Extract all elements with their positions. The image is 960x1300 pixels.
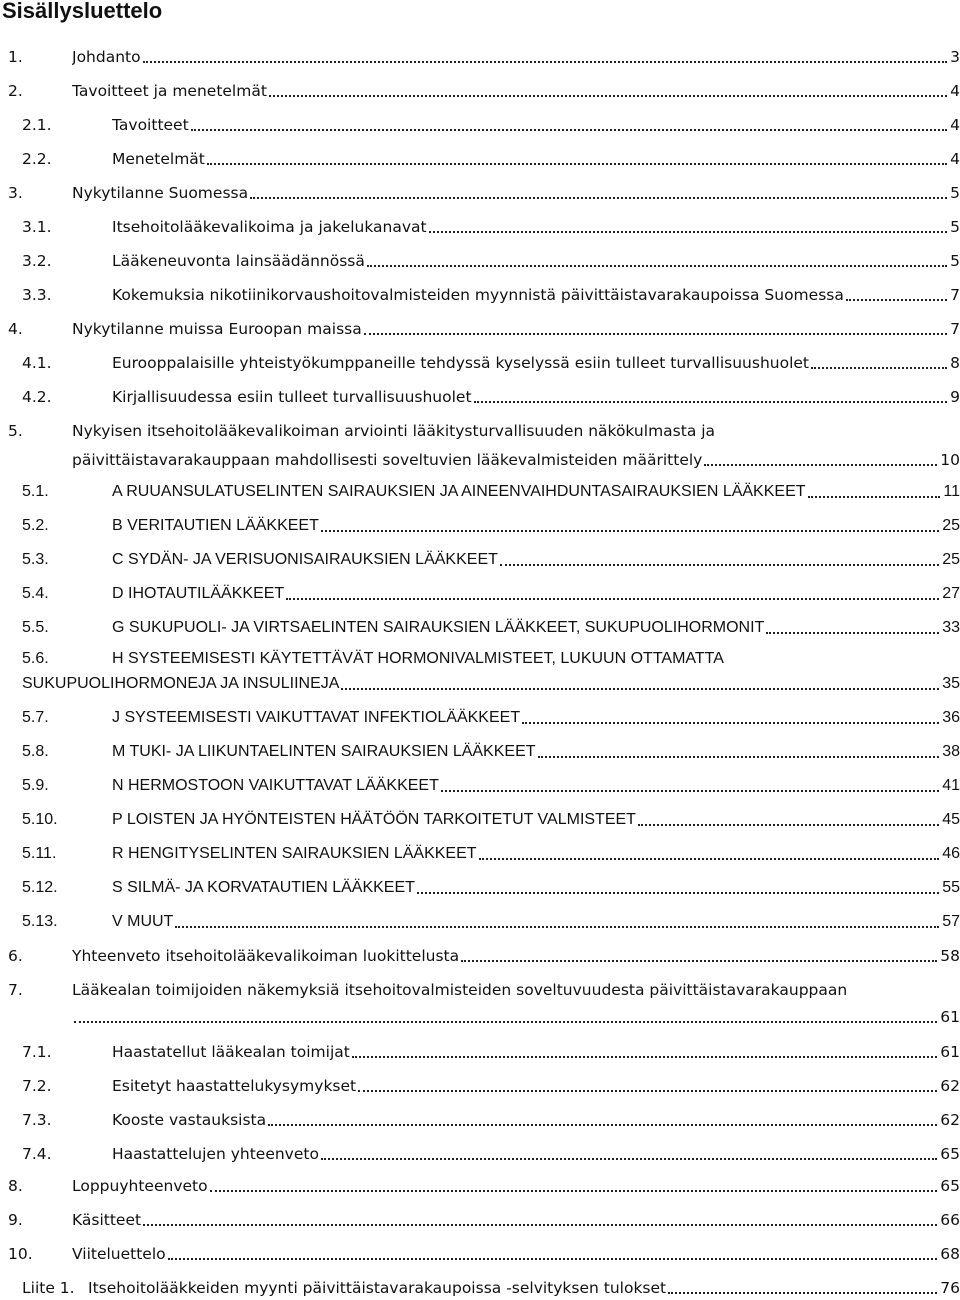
toc-entry[interactable] [0, 910, 960, 934]
toc-entry-continuation[interactable] [0, 1005, 960, 1029]
toc-entry-title: päivittäistavarakauppaan mahdollisesti soveltuvien lääkevalmisteiden määrittely [72, 451, 703, 469]
toc-entry-number: 2. [8, 82, 23, 100]
toc-entry-page: 57 [942, 913, 960, 930]
toc-entry-title: Yhteenveto itsehoitolääkevalikoiman luokittelusta [72, 947, 460, 965]
toc-entry-number: Liite 1. [22, 1279, 75, 1297]
toc-entry-title: Lääkeneuvonta lainsäädännössä [112, 252, 365, 270]
toc-entry-title: SUKUPUOLIHORMONEJA JA INSULIINEJA [22, 675, 340, 692]
toc-entry[interactable] [0, 480, 960, 504]
dot-leader [364, 317, 947, 341]
toc-entry[interactable] [0, 706, 960, 730]
toc-entry-title: Loppuyhteenveto [72, 1177, 208, 1195]
toc-entry[interactable] [0, 774, 960, 798]
toc-entry-title: Esitetyt haastattelukysymykset [112, 1077, 357, 1095]
dot-leader [811, 351, 947, 375]
toc-entry[interactable] [0, 147, 960, 171]
toc-entry-title: Haastattelujen yhteenveto [112, 1145, 319, 1163]
toc-entry[interactable] [0, 1108, 960, 1132]
dot-leader [168, 1242, 938, 1266]
toc-entry-number: 5.4. [22, 585, 49, 602]
dot-leader [638, 808, 939, 832]
toc-entry[interactable] [0, 876, 960, 900]
toc-entry[interactable] [0, 1040, 960, 1064]
toc-entry-number: 7.1. [22, 1043, 52, 1061]
toc-entry-number: 8. [8, 1177, 23, 1195]
toc-entry-number: 3. [8, 184, 23, 202]
toc-entry-page: 8 [950, 354, 960, 372]
toc-entry-title: C SYDÄN- JA VERISUONISAIRAUKSIEN LÄÄKKEET [112, 551, 498, 568]
toc-entry[interactable] [0, 647, 960, 671]
dot-leader [207, 147, 947, 171]
toc-entry-title: M TUKI- JA LIIKUNTAELINTEN SAIRAUKSIEN LÄÄKKEET [112, 743, 536, 760]
dot-leader [269, 79, 947, 103]
page-title: Sisällysluettelo [2, 0, 163, 23]
toc-entry-title: Itsehoitolääkkeiden myynti päivittäistavarakaupoissa -selvityksen tulokset [88, 1279, 667, 1297]
toc-entry-number: 5.8. [22, 743, 49, 760]
toc-entry-title: P LOISTEN JA HYÖNTEISTEN HÄÄTÖÖN TARKOITETUT VALMISTEET [112, 811, 636, 828]
toc-entry-number: 7.4. [22, 1145, 52, 1163]
toc-entry[interactable] [0, 181, 960, 205]
toc-entry-title: V MUUT [112, 913, 174, 930]
toc-entry[interactable] [0, 1242, 960, 1266]
toc-entry-number: 4.2. [22, 388, 52, 406]
toc-entry-page: 61 [940, 1008, 960, 1026]
toc-entry[interactable] [0, 419, 960, 443]
dot-leader [704, 448, 937, 472]
toc-entry-title: D IHOTAUTILÄÄKKEET [112, 585, 285, 602]
dot-leader [441, 774, 939, 798]
toc-entry-number: 5.13. [22, 913, 58, 930]
dot-leader [321, 514, 939, 538]
toc-entry-title: J SYSTEEMISESTI VAIKUTTAVAT INFEKTIOLÄÄKKEET [112, 709, 521, 726]
dot-leader [500, 548, 939, 572]
toc-entry-page: 4 [950, 116, 960, 134]
toc-entry-number: 5.9. [22, 777, 49, 794]
toc-entry-page: 10 [940, 451, 960, 469]
toc-entry-number: 2.2. [22, 150, 52, 168]
toc-entry-page: 68 [940, 1245, 960, 1263]
toc-entry[interactable] [0, 548, 960, 572]
toc-entry-page: 46 [942, 845, 960, 862]
toc-entry-page: 4 [950, 150, 960, 168]
dot-leader [846, 283, 947, 307]
toc-entry-page: 58 [940, 947, 960, 965]
toc-entry-number: 6. [8, 947, 23, 965]
toc-entry[interactable] [0, 215, 960, 239]
toc-entry-continuation[interactable] [0, 448, 960, 472]
toc-entry-number: 4. [8, 320, 23, 338]
toc-entry-title-line: H SYSTEEMISESTI KÄYTETTÄVÄT HORMONIVALMISTEET, LUKUUN OTTAMATTA [112, 650, 724, 667]
toc-entry-number: 5.2. [22, 517, 49, 534]
toc-entry-page: 5 [950, 184, 960, 202]
toc-entry-page: 41 [942, 777, 960, 794]
toc-entry-title-line: Lääkealan toimijoiden näkemyksiä itsehoitovalmisteiden soveltuvuudesta päivittäistavarakauppaan [72, 981, 848, 999]
toc-entry[interactable] [0, 1074, 960, 1098]
toc-entry[interactable] [0, 944, 960, 968]
toc-entry[interactable] [0, 351, 960, 375]
toc-entry-number: 4.1. [22, 354, 52, 372]
toc-entry-title: Viiteluettelo [72, 1245, 166, 1263]
toc-entry-title: Nykytilanne Suomessa [72, 184, 249, 202]
toc-entry-title: Nykytilanne muissa Euroopan maissa [72, 320, 362, 338]
dot-leader [250, 181, 947, 205]
toc-entry[interactable] [0, 45, 960, 69]
toc-entry-number: 2.1. [22, 116, 52, 134]
toc-entry-title: Itsehoitolääkevalikoima ja jakelukanavat [112, 218, 427, 236]
toc-entry-page: 27 [942, 585, 960, 602]
toc-entry-page: 66 [940, 1211, 960, 1229]
toc-entry-number: 1. [8, 48, 23, 66]
toc-entry-number: 5.5. [22, 619, 49, 636]
dot-leader [286, 582, 939, 606]
toc-entry-number: 5.11. [22, 845, 57, 862]
toc-entry-number: 5.12. [22, 879, 58, 896]
dot-leader [668, 1276, 937, 1300]
toc-entry-number: 3.2. [22, 252, 52, 270]
toc-entry-number: 5.6. [22, 650, 49, 667]
dot-leader [74, 1005, 937, 1029]
toc-entry-page: 7 [950, 286, 960, 304]
dot-leader [143, 45, 948, 69]
toc-entry[interactable] [0, 79, 960, 103]
toc-entry-title: Haastatellut lääkealan toimijat [112, 1043, 350, 1061]
toc-entry-page: 61 [940, 1043, 960, 1061]
toc-entry-page: 55 [942, 879, 960, 896]
toc-entry-page: 62 [940, 1077, 960, 1095]
toc-entry[interactable] [0, 514, 960, 538]
toc-entry[interactable] [0, 385, 960, 409]
toc-entry-title: Menetelmät [112, 150, 205, 168]
toc-entry[interactable] [0, 842, 960, 866]
toc-entry-page: 45 [942, 811, 960, 828]
toc-entry-title: Kirjallisuudessa esiin tulleet turvallisuushuolet [112, 388, 472, 406]
toc-entry-number: 7.3. [22, 1111, 52, 1129]
toc-entry[interactable] [0, 740, 960, 764]
toc-entry-title: Kooste vastauksista [112, 1111, 267, 1129]
dot-leader [417, 876, 939, 900]
dot-leader [474, 385, 948, 409]
dot-leader [479, 842, 940, 866]
toc-entry-number: 10. [8, 1245, 33, 1263]
toc-entry-number: 9. [8, 1211, 23, 1229]
toc-entry-number: 7. [8, 981, 23, 999]
toc-entry-page: 65 [940, 1177, 960, 1195]
dot-leader [268, 1108, 937, 1132]
toc-entry-page: 76 [940, 1279, 960, 1297]
toc-entry-number: 5.10. [22, 811, 58, 828]
toc-entry-title: N HERMOSTOON VAIKUTTAVAT LÄÄKKEET [112, 777, 439, 794]
toc-entry[interactable] [0, 1208, 960, 1232]
toc-entry-title: Johdanto [72, 48, 141, 66]
toc-entry-number: 5.7. [22, 709, 49, 726]
dot-leader [429, 215, 948, 239]
toc-entry[interactable] [0, 616, 960, 640]
toc-entry[interactable] [0, 1142, 960, 1166]
toc-entry-continuation[interactable] [0, 672, 960, 696]
toc-entry-number: 5.1. [22, 483, 49, 500]
toc-entry-page: 65 [940, 1145, 960, 1163]
toc-entry-page: 25 [942, 551, 960, 568]
dot-leader [538, 740, 940, 764]
toc-entry-page: 25 [942, 517, 960, 534]
toc-entry-title: G SUKUPUOLI- JA VIRTSAELINTEN SAIRAUKSIEN LÄÄKKEET, SUKUPUOLIHORMONIT [112, 619, 765, 636]
toc-entry-title: Eurooppalaisille yhteistyökumppaneille tehdyssä kyselyssä esiin tulleet turvallisuushuolet [112, 354, 809, 372]
toc-entry[interactable] [0, 808, 960, 832]
toc-entry-page: 9 [950, 388, 960, 406]
dot-leader [367, 249, 947, 273]
toc-entry-page: 36 [942, 709, 960, 726]
dot-leader [341, 672, 939, 696]
toc-entry-page: 7 [950, 320, 960, 338]
toc-entry-title: R HENGITYSELINTEN SAIRAUKSIEN LÄÄKKEET [112, 845, 477, 862]
dot-leader [352, 1040, 937, 1064]
toc-entry[interactable] [0, 113, 960, 137]
toc-entry[interactable] [0, 582, 960, 606]
toc-entry-title: Tavoitteet [112, 116, 189, 134]
dot-leader [191, 113, 947, 137]
toc-entry-page: 4 [950, 82, 960, 100]
toc-entry-title: S SILMÄ- JA KORVATAUTIEN LÄÄKKEET [112, 879, 415, 896]
dot-leader [358, 1074, 937, 1098]
toc-entry-title: Tavoitteet ja menetelmät [72, 82, 267, 100]
dot-leader [522, 706, 939, 730]
toc-entry-page: 62 [940, 1111, 960, 1129]
toc-entry[interactable] [0, 317, 960, 341]
toc-entry-title: A RUUANSULATUSELINTEN SAIRAUKSIEN JA AINEENVAIHDUNTASAIRAUKSIEN LÄÄKKEET [112, 483, 806, 500]
dot-leader [210, 1174, 938, 1198]
dot-leader [321, 1142, 937, 1166]
toc-entry-page: 11 [943, 483, 960, 500]
toc-entry-page: 5 [950, 218, 960, 236]
toc-entry[interactable] [0, 978, 960, 1002]
toc-entry-page: 33 [942, 619, 960, 636]
toc-entry-title: B VERITAUTIEN LÄÄKKEET [112, 517, 319, 534]
toc-entry-title: Käsitteet [72, 1211, 142, 1229]
dot-leader [766, 616, 939, 640]
toc-entry[interactable] [0, 1276, 960, 1300]
toc-entry-page: 38 [942, 743, 960, 760]
toc-entry[interactable] [0, 283, 960, 307]
toc-entry-number: 3.1. [22, 218, 52, 236]
toc-entry[interactable] [0, 1174, 960, 1198]
toc-entry[interactable] [0, 249, 960, 273]
toc-entry-number: 5.3. [22, 551, 49, 568]
toc-entry-title: Kokemuksia nikotiinikorvaushoitovalmisteiden myynnistä päivittäistavarakaupoissa Suomessa [112, 286, 844, 304]
dot-leader [808, 480, 941, 504]
toc-entry-page: 3 [950, 48, 960, 66]
toc-entry-title-line: Nykyisen itsehoitolääkevalikoiman arviointi lääkitysturvallisuuden näkökulmasta ja [72, 422, 716, 440]
dot-leader [461, 944, 937, 968]
toc-entry-number: 7.2. [22, 1077, 52, 1095]
dot-leader [175, 910, 939, 934]
toc-entry-page: 5 [950, 252, 960, 270]
toc-entry-number: 3.3. [22, 286, 52, 304]
toc-entry-page: 35 [942, 675, 960, 692]
dot-leader [143, 1208, 937, 1232]
toc-entry-number: 5. [8, 422, 23, 440]
